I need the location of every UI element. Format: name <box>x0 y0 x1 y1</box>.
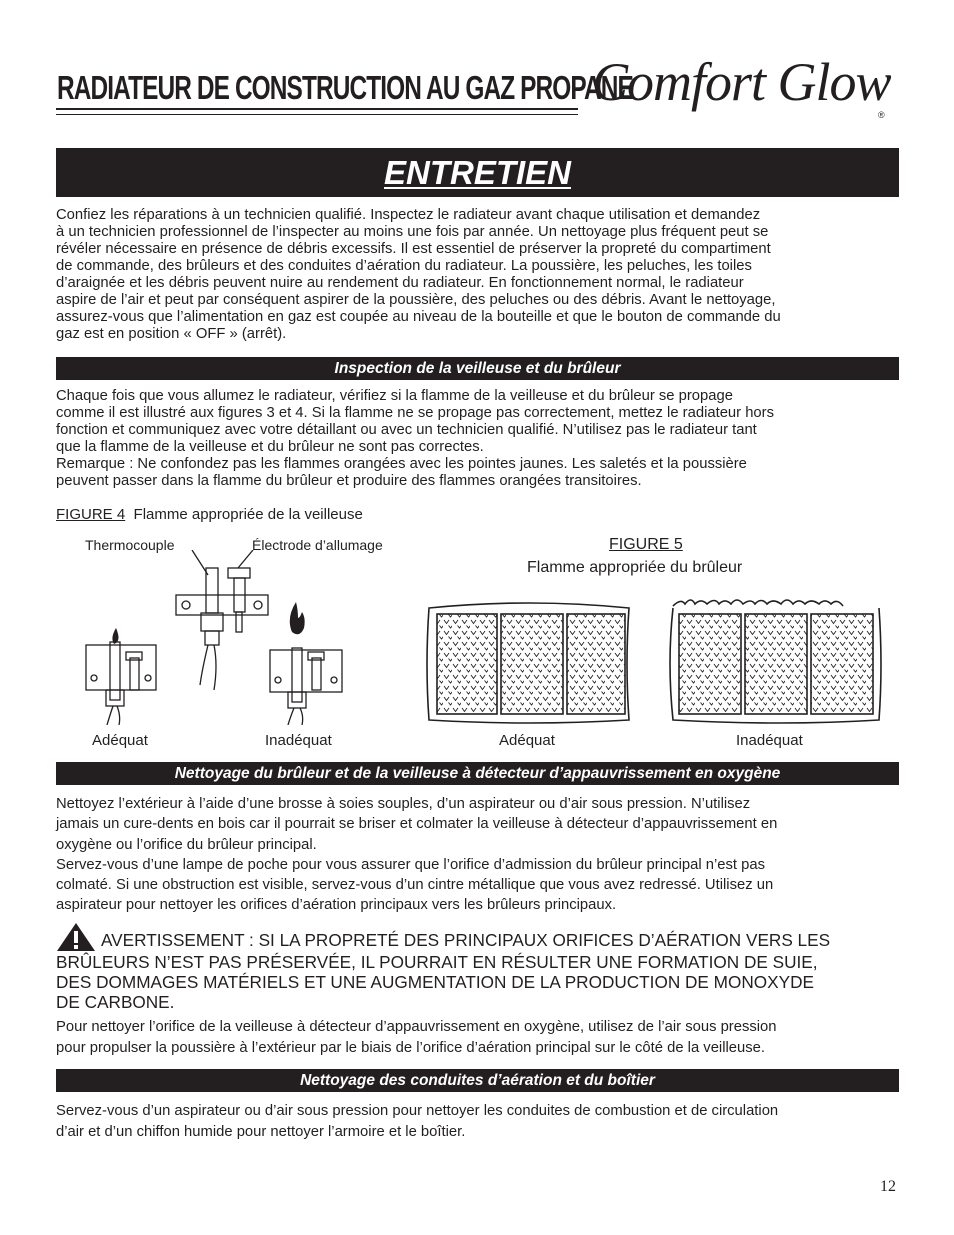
text-line: Confiez les réparations à un technicien qualifié. Inspectez le radiateur avant chaque utilisation et demandez <box>56 207 761 223</box>
text-line: BRÛLEURS N’EST PAS PRÉSERVÉE, IL POURRAIT EN RÉSULTER UNE FORMATION DE SUIE, <box>56 952 818 972</box>
text-line: d’air et d’un chiffon humide pour nettoyer l’armoire et le boîtier. <box>56 1123 466 1140</box>
text-line: fonction et communiquez avec votre détaillant ou avec un technicien qualifié. N’utilisez pas le radiateur tant <box>56 422 757 438</box>
document-title: RADIATEUR DE CONSTRUCTION AU GAZ PROPANE <box>57 69 633 106</box>
text-line: Chaque fois que vous allumez le radiateur, vérifiez si la flamme de la veilleuse et du brûleur se propage <box>56 388 733 404</box>
text-line: aspire de l’air et peut par conséquent aspirer de la poussière, des peluches ou des débris. Avant le nettoyage, <box>56 292 776 308</box>
section-banner <box>56 148 899 197</box>
text-line: Pour nettoyer l’orifice de la veilleuse à détecteur d’appauvrissement en oxygène, utilisez de l’air sous pression <box>56 1019 777 1035</box>
figure5-inadequate-label: Inadéquat <box>736 732 803 749</box>
section-heading-inspection: Inspection de la veilleuse et du brûleur <box>56 357 899 380</box>
figure4-caption <box>56 506 363 523</box>
text-line: peuvent passer dans la flamme du brûleur et produire des flammes orangées transitoires. <box>56 473 642 489</box>
pilot-assembly-adequate <box>86 642 156 725</box>
warning-block <box>56 922 902 1012</box>
text-line: pour propulser la poussière à l’extérieur par le biais de l’orifice d’aération principal sur le côté de la veilleuse. <box>56 1040 765 1056</box>
inspection-paragraph <box>56 388 902 490</box>
text-line: d’araignée et les débris peuvent nuire au rendement du radiateur. En fonctionnement normal, le radiateur <box>56 275 744 291</box>
title-rule <box>56 108 578 110</box>
title-rule-thin <box>56 114 578 115</box>
section-heading-vents: Nettoyage des conduites d’aération et du boîtier <box>56 1069 899 1092</box>
warning-triangle-icon <box>56 922 96 952</box>
vents-paragraph <box>56 1101 902 1142</box>
text-line: que la flamme de la veilleuse et du brûleur ne sont pas correctes. <box>56 439 484 455</box>
burner-adequate <box>427 603 629 723</box>
text-line: jamais un cure-dents en bois car il pourrait se briser et colmater la veilleuse à détecteur d’appauvrissement en <box>56 816 778 833</box>
callout-electrode: Électrode d’allumage <box>252 537 383 553</box>
banner-title: ENTRETIEN <box>383 154 571 191</box>
figure4-label: FIGURE 4 <box>56 506 126 523</box>
text-line: Servez-vous d’un aspirateur ou d’air sous pression pour nettoyer les conduites de combustion et de circulation <box>56 1103 779 1119</box>
cleaning-burner-paragraph <box>56 794 902 916</box>
callout-thermocouple: Thermocouple <box>85 537 175 553</box>
text-line: aspirateur pour nettoyer les orifices d’aération principaux vers les brûleurs principaux. <box>56 897 617 914</box>
figure4-inadequate-label: Inadéquat <box>265 732 332 749</box>
pilot-figure <box>80 550 360 725</box>
cleaning-pilot-paragraph <box>56 1017 902 1059</box>
figure5-label: FIGURE 5 <box>609 536 683 553</box>
page-number: 12 <box>880 1178 896 1195</box>
text-line: colmaté. Si une obstruction est visible, servez-vous d’un cintre métallique que vous avez redressé. Utilisez un <box>56 877 774 894</box>
burner-inadequate <box>670 600 881 723</box>
text-line: Nettoyez l’extérieur à l’aide d’une brosse à soies souples, d’un aspirateur ou d’air sous pression. N’utilisez <box>56 796 751 812</box>
brand-logo <box>588 46 904 134</box>
text-line: oxygène ou l’orifice du brûleur principal. <box>56 836 317 853</box>
burner-figure <box>425 596 885 724</box>
figure5-adequate-label: Adéquat <box>499 732 555 749</box>
figure4-adequate-label: Adéquat <box>92 732 148 749</box>
pilot-assembly-reference <box>176 568 268 690</box>
brand-registered-mark: ® <box>878 110 885 120</box>
pilot-assembly-inadequate <box>270 648 342 725</box>
intro-paragraph <box>56 207 902 343</box>
brand-logo-text: Comfort Glow <box>592 52 891 112</box>
text-line: Servez-vous d’une lampe de poche pour vous assurer que l’orifice d’admission du brûleur principal n’est pas <box>56 856 765 873</box>
text-line: assurez-vous que l’alimentation en gaz est coupée au niveau de la bouteille et que le bouton de commande du <box>56 309 781 325</box>
section-heading-cleaning-burner: Nettoyage du brûleur et de la veilleuse à détecteur d’appauvrissement en oxygène <box>56 762 899 785</box>
figure5-caption: Flamme appropriée du brûleur <box>527 559 743 576</box>
text-line: comme il est illustré aux figures 3 et 4. Si la flamme ne se propage pas correctement, mettez le radiateur hors <box>56 405 774 421</box>
figure4-title: Flamme appropriée de la veilleuse <box>133 506 363 523</box>
text-line: AVERTISSEMENT : SI LA PROPRETÉ DES PRINCIPAUX ORIFICES D’AÉRATION VERS LES <box>56 922 902 952</box>
text-line: de commande, des brûleurs et des conduites d’aération du radiateur. La poussière, les peluches, les toiles <box>56 258 752 274</box>
text-line: révéler nécessaire en présence de débris excessifs. Il est essentiel de préserver la propreté du compartiment <box>56 241 771 257</box>
text-line: DES DOMMAGES MATÉRIELS ET UNE AUGMENTATION DE LA PRODUCTION DE MONOXYDE <box>56 972 814 992</box>
text-line: gaz est en position « OFF » (arrêt). <box>56 326 287 342</box>
text-line: Remarque : Ne confondez pas les flammes orangées avec les pointes jaunes. Les saletés et la poussière <box>56 456 747 472</box>
text-line: à un technicien professionnel de l’inspecter au moins une fois par année. Un nettoyage plus fréquent peut se <box>56 224 769 240</box>
flame-inadequate-icon <box>290 602 305 634</box>
text-line: DE CARBONE. <box>56 992 175 1012</box>
